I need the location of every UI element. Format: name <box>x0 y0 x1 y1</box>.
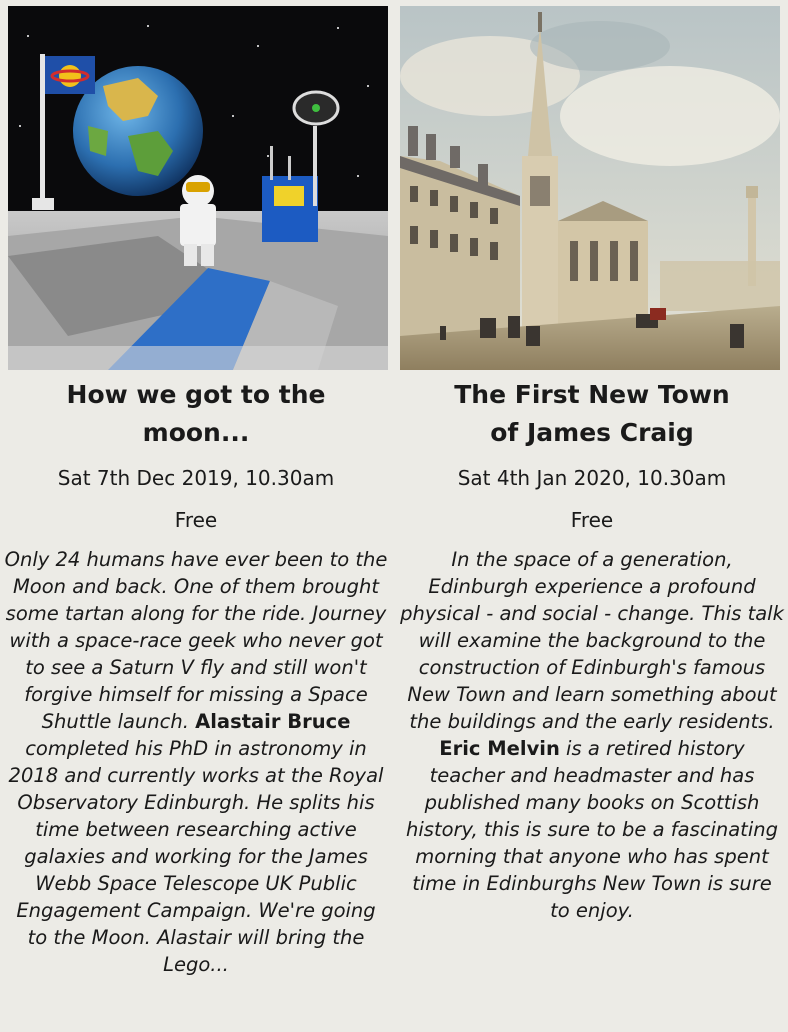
title-line: The First New Town <box>454 380 730 409</box>
title-line: moon... <box>142 418 250 447</box>
event-description <box>400 546 784 924</box>
event-date: Sat 4th Jan 2020, 10.30am <box>457 466 727 490</box>
event-description <box>4 546 388 978</box>
event-title <box>400 376 784 452</box>
edinburgh-engraving-image <box>400 6 780 370</box>
title-line: of James Craig <box>490 418 694 447</box>
event-price: Free <box>174 508 218 532</box>
description-text: is a retired history teacher and headmaster and has published many books on Scottish history, this is sure to be a fascinating morning that anyone who has spent time in Edinburghs New Town is sure to enjoy. <box>406 737 778 922</box>
event-title <box>4 376 388 452</box>
event-price: Free <box>570 508 614 532</box>
description-text: Only 24 humans have ever been to the Moon and back. One of them brought some tartan along for the ride. Journey with a space-race geek who never got to see a Saturn V fly and still won't forgive himself for missing a Space Shuttle launch. <box>4 548 388 733</box>
speaker-name: Eric Melvin <box>439 737 560 760</box>
description-text: completed his PhD in astronomy in 2018 and currently works at the Royal Observatory Edinburgh. He splits his time between researching active galaxies and working for the James Webb Space Telescope UK Public Engagement Campaign. We're going to the Moon. Alastair will bring the Lego... <box>8 737 384 976</box>
speaker-name: Alastair Bruce <box>195 710 351 733</box>
lego-moon-image <box>8 6 388 370</box>
title-line: How we got to the <box>66 380 326 409</box>
description-text: In the space of a generation, Edinburgh experience a profound physical - and social - change. This talk will examine the background to the construction of Edinburgh's famous New Town and learn something about the buildings and the early residents. <box>400 548 784 733</box>
event-date: Sat 7th Dec 2019, 10.30am <box>57 466 335 490</box>
